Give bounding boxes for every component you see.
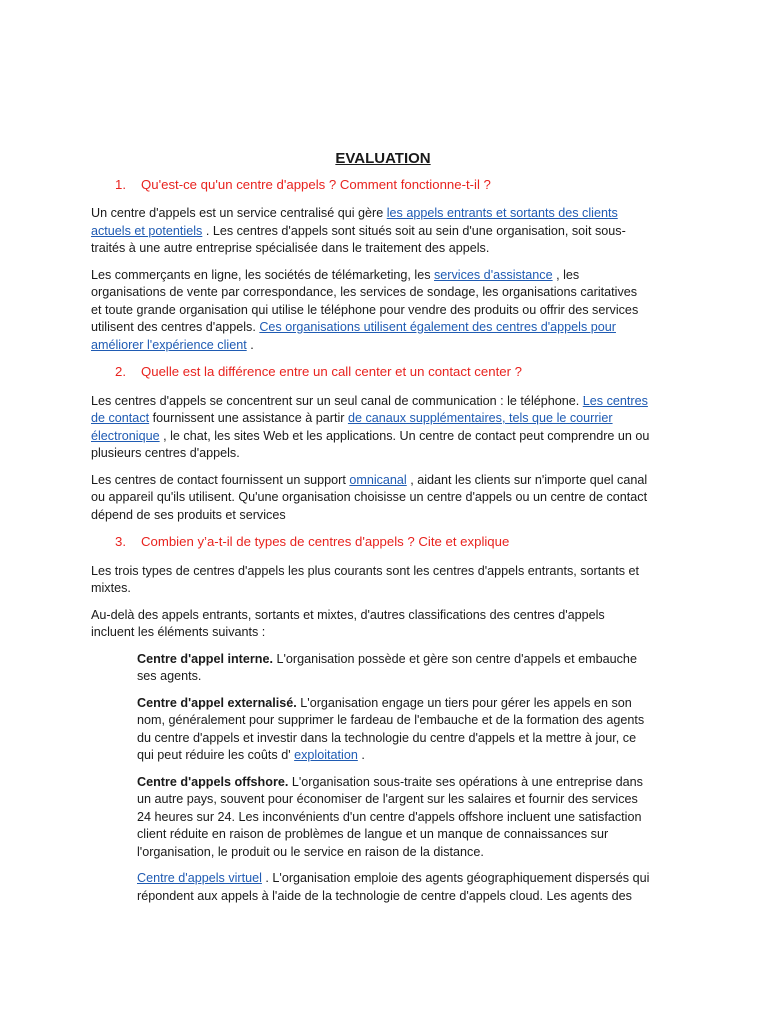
link-centres-de-contact[interactable]: Les centres de contact [91,393,648,425]
text-segment: , les organisations de vente par correspondance, les services de sondage, les organisations caritatives et toute grande organisation qui utilise le téléphone pour vendre des produits ou offrir des services utilisent des centres d'appels. [91,267,639,334]
question-1-text: Qu'est-ce qu'un centre d'appels ? Comment fonctionne-t-il ? [141,176,491,192]
text-segment: Les centres de contact fournissent un support [91,472,350,487]
link-canaux-supplementaires[interactable]: de canaux supplémentaires, tels que le courrier électronique [91,411,613,443]
answer-2-paragraph-2 [91,472,651,525]
answer-3-paragraph-1: Les trois types de centres d'appels les plus courants sont les centres d'appels entrants, sortants et mixtes. [91,563,640,595]
question-1-heading [115,176,651,194]
link-appels-entrants-sortants[interactable]: les appels entrants et sortants des clients actuels et potentiels [91,206,618,238]
text-segment: . Les centres d'appels sont situés soit au sein d'une organisation, soit sous-traités à une autre entreprise spécialisée dans le traitement des appels. [91,223,626,255]
text-segment: . [357,748,365,762]
item-text: L'organisation engage un tiers pour gérer les appels en son nom, généralement pour supprimer le fardeau de l'embauche et de la formation des agents du centre d'appels et investir dans la technologie du centre d'appels et la mettre à jour, ce qui peut réduire les coûts d' [137,695,645,762]
text-segment: , aidant les clients sur n'importe quel canal ou appareil qu'ils utilisent. Qu'une organisation choisisse un centre d'appels ou un centre de contact dépend de ses produits et services [91,472,648,522]
list-item-centre-virtuel [137,870,651,905]
question-1-number: 1. [115,176,126,192]
answer-3-paragraph-2: Au-delà des appels entrants, sortants et mixtes, d'autres classifications des centres d'appels incluent les éléments suivants : [91,607,605,639]
answer-1-paragraph-2 [91,267,651,355]
document-page [91,150,651,914]
question-2-number: 2. [115,364,126,379]
item-text: . L'organisation emploie des agents géographiquement dispersés qui répondent aux appels à l'aide de la technologie de centre d'appels cloud. Les agents des [137,871,650,903]
item-title: Centre d'appels offshore. [137,774,289,789]
text-segment: Un centre d'appels est un service centralisé qui gère [91,206,387,220]
link-exploitation[interactable]: exploitation [294,748,358,762]
text-segment: fournissent une assistance à partir [149,411,348,425]
question-3-text: Combien y’a-t-il de types de centres d'appels ? Cite et explique [141,534,510,549]
item-title: Centre d'appel externalisé. [137,695,297,710]
page-title: EVALUATION [335,150,431,167]
item-text: L'organisation possède et gère son centre d'appels et embauche ses agents. [137,651,637,683]
text-segment: Les centres d'appels se concentrent sur un seul canal de communication : le téléphone. [91,393,583,408]
item-text: L'organisation sous-traite ses opérations à une entreprise dans un autre pays, souvent pour économiser de l'argent sur les salaires et fournir des services 24 heures sur 24. Les inconvénients d'un centre d'appels offshore incluent une satisfaction client réduite en raison de problèmes de langue et un manque de connaissances sur l'organisation, le produit ou le service en raison de la distance. [137,774,643,859]
list-item-centre-interne [137,651,651,686]
question-3-number: 3. [115,534,126,549]
text-segment: Les commerçants en ligne, les sociétés de télémarketing, les [91,267,434,282]
answer-1-paragraph-1 [91,205,651,258]
link-centre-appels-virtuel[interactable]: Centre d'appels virtuel [137,871,262,885]
link-omnicanal[interactable]: omnicanal [349,472,407,487]
answer-2-paragraph-1 [91,393,651,463]
question-2-text: Quelle est la différence entre un call center et un contact center ? [141,364,522,379]
text-segment: . [246,337,254,352]
list-item-centre-offshore [137,774,651,862]
item-title: Centre d'appel interne. [137,651,273,666]
question-2-heading [115,363,651,381]
link-experience-client[interactable]: Ces organisations utilisent également des centres d'appels pour améliorer l'expérience client [91,320,616,352]
question-3-heading [115,533,651,551]
list-item-centre-externalise [137,695,651,765]
text-segment: , le chat, les sites Web et les applications. Un centre de contact peut comprendre un ou plusieurs centres d'appels. [91,428,650,460]
link-services-assistance[interactable]: services d'assistance [434,267,553,282]
